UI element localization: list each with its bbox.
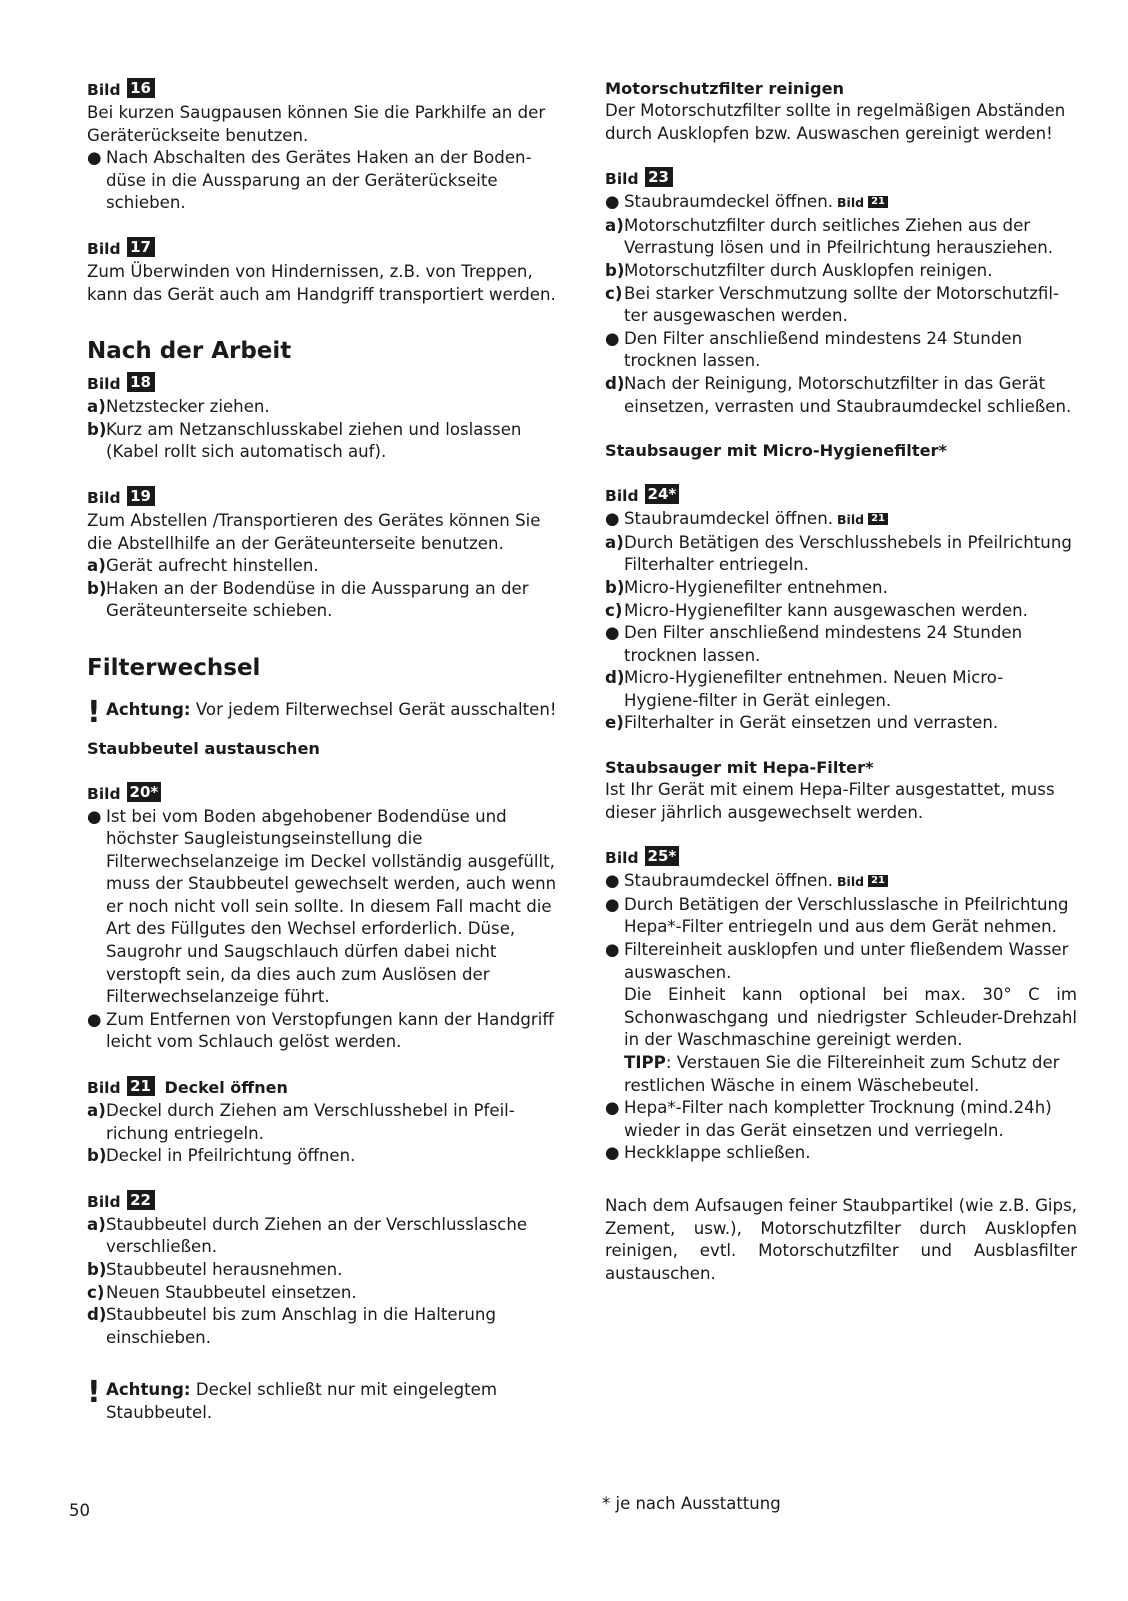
figure-label: Bild xyxy=(837,195,865,211)
list-marker: b) xyxy=(605,577,625,597)
list-item xyxy=(87,147,557,215)
list-item xyxy=(87,1282,557,1305)
bullet-marker: ● xyxy=(87,148,102,168)
figure-label: Bild xyxy=(87,375,121,394)
list-item xyxy=(605,215,1077,260)
list-item xyxy=(87,396,557,419)
paragraph: Zum Abstellen /Transportieren des Gerätes können Sie die Abstellhilfe an der Geräteunterseite benutzen. xyxy=(87,510,541,553)
list-marker: b) xyxy=(87,1260,107,1279)
list-item-text: Motorschutzfilter durch seitliches Ziehen aus der Verrastung lösen und in Pfeilrichtung herausziehen. xyxy=(624,215,1054,258)
list-item-continuation: Die Einheit kann optional bei max. 30° C im Schonwaschgang und niedrigster Schleuder-Drehzahl in der Waschmaschine gereinigt werden. xyxy=(624,985,1077,1050)
list-item xyxy=(605,600,1077,623)
list-item-text: Heckklappe schließen. xyxy=(624,1143,811,1163)
list-item-text: Filtereinheit ausklopfen und unter fließendem Wasser auswaschen. xyxy=(624,940,1069,982)
subsection-heading: Staubsauger mit Hepa-Filter* xyxy=(605,758,874,778)
list-item xyxy=(605,283,1077,328)
list-marker: a) xyxy=(87,556,106,576)
figure-number: 25* xyxy=(645,846,680,866)
figure-ref-25 xyxy=(605,846,1077,870)
list-item xyxy=(605,1097,1077,1142)
list-item-text: Staubbeutel herausnehmen. xyxy=(106,1260,343,1279)
list-marker: d) xyxy=(87,1305,107,1325)
list-item-text: Staubbeutel durch Ziehen an der Verschlusslasche verschließen. xyxy=(106,1214,528,1257)
warning-label: Achtung: xyxy=(106,1380,191,1400)
figure-ref-23 xyxy=(605,167,1077,191)
figure-number: 17 xyxy=(127,237,155,257)
list-item-text: Deckel durch Ziehen am Verschlusshebel in Pfeil-richung entriegeln. xyxy=(106,1101,515,1143)
figure-label: Bild xyxy=(837,874,865,890)
figure-number: 23 xyxy=(645,167,673,187)
list-item-text: Nach der Reinigung, Motorschutzfilter in das Gerät einsetzen, verrasten und Staubraumdeckel schließen. xyxy=(624,373,1072,416)
right-column xyxy=(605,78,1077,1285)
bullet-marker: ● xyxy=(605,509,620,529)
list-item xyxy=(87,806,557,1009)
list-item xyxy=(87,419,557,464)
figure-ref-21 xyxy=(87,1076,557,1100)
bullet-marker: ● xyxy=(605,894,620,914)
list-item-text: Filterhalter in Gerät einsetzen und verrasten. xyxy=(624,713,999,733)
figure-ref-22 xyxy=(87,1190,557,1214)
paragraph: Bei kurzen Saugpausen können Sie die Parkhilfe an der Geräterückseite benutzen. xyxy=(87,103,546,145)
section-heading: Filterwechsel xyxy=(87,654,261,681)
list-marker: b) xyxy=(605,260,625,280)
paragraph: Nach dem Aufsaugen feiner Staubpartikel (wie z.B. Gips, Zement, usw.), Motorschutzfilter durch Ausklopfen reinigen, evtl. Motorschutzfilter und Ausblasfilter austauschen. xyxy=(605,1195,1077,1283)
figure-number: 24* xyxy=(645,484,680,504)
list-marker: a) xyxy=(87,397,106,417)
section-heading: Nach der Arbeit xyxy=(87,338,292,365)
list-item-text: Gerät aufrecht hinstellen. xyxy=(106,556,319,576)
figure-number: 22 xyxy=(127,1190,155,1210)
list-item-text: Micro-Hygienefilter kann ausgewaschen werden. xyxy=(624,600,1028,620)
left-column xyxy=(87,78,557,1425)
list-item-text: Durch Betätigen des Verschlusshebels in Pfeilrichtung Filterhalter entriegeln. xyxy=(624,532,1072,575)
list-item-text: Micro-Hygienefilter entnehmen. xyxy=(624,577,888,597)
subsection-heading: Staubsauger mit Micro-Hygienefilter* xyxy=(605,441,947,461)
list-marker: e) xyxy=(605,713,624,733)
tip-text: : Verstauen Sie die Filtereinheit zum Schutz der restlichen Wäsche in einem Wäschebeutel. xyxy=(624,1053,1060,1095)
figure-ref-24 xyxy=(605,484,1077,508)
subsection-heading: Staubbeutel austauschen xyxy=(87,738,320,758)
bullet-marker: ● xyxy=(605,1143,620,1163)
list-item-text: Den Filter anschließend mindestens 24 Stunden trocknen lassen. xyxy=(624,328,1023,371)
bullet-marker: ● xyxy=(605,1098,620,1118)
list-marker: a) xyxy=(605,215,624,235)
list-item xyxy=(605,1142,1077,1165)
list-item xyxy=(605,508,1077,532)
paragraph: Ist Ihr Gerät mit einem Hepa-Filter ausgestattet, muss dieser jährlich ausgewechselt werden. xyxy=(605,780,1055,822)
paragraph: Zum Überwinden von Hindernissen, z.B. von Treppen, kann das Gerät auch am Handgriff transportiert werden. xyxy=(87,261,556,304)
list-item-text: Staubraumdeckel öffnen. xyxy=(624,192,834,212)
warning-text: Vor jedem Filterwechsel Gerät ausschalten! xyxy=(190,699,557,719)
figure-label: Bild xyxy=(605,849,639,868)
exclamation-icon: ! xyxy=(87,694,101,730)
list-item xyxy=(605,260,1077,283)
list-marker: b) xyxy=(87,578,107,598)
list-item-text: Nach Abschalten des Gerätes Haken an der Boden-düse in die Aussparung an der Geräterückseite schieben. xyxy=(106,148,532,213)
bullet-marker: ● xyxy=(605,871,620,891)
figure-number: 19 xyxy=(127,486,155,506)
list-item xyxy=(87,1214,557,1259)
exclamation-icon: ! xyxy=(87,1375,101,1411)
list-item xyxy=(605,667,1077,712)
list-item-text: Staubbeutel bis zum Anschlag in die Halterung einschieben. xyxy=(106,1305,496,1347)
list-item-text: Hepa*-Filter nach kompletter Trocknung (mind.24h) wieder in das Gerät einsetzen und verriegeln. xyxy=(624,1098,1052,1140)
list-item-text: Staubraumdeckel öffnen. xyxy=(624,871,834,891)
subsection-heading: Motorschutzfilter reinigen xyxy=(605,79,845,98)
list-item xyxy=(605,894,1077,939)
figure-ref-20 xyxy=(87,782,557,806)
list-item-text: Motorschutzfilter durch Ausklopfen reinigen. xyxy=(624,260,993,280)
list-item-text: Neuen Staubbeutel einsetzen. xyxy=(106,1282,357,1302)
list-marker: a) xyxy=(87,1214,106,1234)
list-item xyxy=(605,191,1077,215)
figure-ref-16 xyxy=(87,78,557,102)
list-item xyxy=(87,555,557,578)
list-item xyxy=(605,328,1077,373)
warning-label: Achtung: xyxy=(106,699,191,719)
list-marker: c) xyxy=(87,1282,105,1302)
warning-note xyxy=(87,1375,557,1424)
list-item-text: Haken an der Bodendüse in die Aussparung an der Geräteunterseite schieben. xyxy=(106,578,529,621)
figure-ref-18 xyxy=(87,372,557,396)
warning-note xyxy=(87,694,557,730)
figure-label: Bild xyxy=(87,784,121,803)
figure-ref-17 xyxy=(87,237,557,261)
list-item xyxy=(605,622,1077,667)
list-item-text: Zum Entfernen von Verstopfungen kann der Handgriff leicht vom Schlauch gelöst werden. xyxy=(106,1009,554,1052)
figure-label: Bild xyxy=(605,487,639,506)
bullet-marker: ● xyxy=(87,1009,102,1029)
figure-number: 20* xyxy=(127,782,162,802)
list-item-text: Kurz am Netzanschlusskabel ziehen und loslassen (Kabel rollt sich automatisch auf). xyxy=(106,419,522,462)
tip-note xyxy=(624,1052,1077,1097)
figure-label: Bild xyxy=(87,1079,121,1098)
list-item-text: Den Filter anschließend mindestens 24 Stunden trocknen lassen. xyxy=(624,623,1023,665)
figure-label: Bild xyxy=(87,239,121,258)
list-item xyxy=(605,870,1077,894)
list-marker: b) xyxy=(87,1146,107,1166)
list-marker: d) xyxy=(605,373,625,393)
figure-number: 21 xyxy=(868,196,888,208)
bullet-marker: ● xyxy=(605,940,620,960)
list-marker: c) xyxy=(605,600,623,620)
bullet-marker: ● xyxy=(605,192,620,212)
list-item xyxy=(87,1259,557,1282)
list-item-text: Micro-Hygienefilter entnehmen. Neuen Micro-Hygiene-filter in Gerät einlegen. xyxy=(624,668,1004,710)
list-marker: d) xyxy=(605,668,625,688)
list-item-text: Staubraumdeckel öffnen. xyxy=(624,509,834,529)
figure-number: 21 xyxy=(127,1076,155,1096)
tip-label: TIPP xyxy=(624,1053,666,1072)
list-item xyxy=(87,578,557,623)
list-item xyxy=(605,939,1077,1097)
list-item xyxy=(87,1009,557,1054)
list-item xyxy=(605,712,1077,735)
paragraph: Der Motorschutzfilter sollte in regelmäßigen Abständen durch Ausklopfen bzw. Auswaschen gereinigt werden! xyxy=(605,101,1066,143)
list-marker: b) xyxy=(87,419,107,439)
list-item xyxy=(605,373,1077,418)
figure-label: Bild xyxy=(87,488,121,507)
bullet-marker: ● xyxy=(605,623,620,643)
figure-ref-19 xyxy=(87,486,557,510)
list-marker: a) xyxy=(605,532,624,552)
bullet-marker: ● xyxy=(605,328,620,348)
footnote: * je nach Ausstattung xyxy=(602,1494,781,1513)
warning-text: Deckel schließt nur mit eingelegtem Staubbeutel. xyxy=(106,1380,498,1422)
bullet-marker: ● xyxy=(87,806,102,826)
list-marker: c) xyxy=(605,283,623,303)
list-item xyxy=(605,577,1077,600)
figure-label: Bild xyxy=(87,1192,121,1211)
list-item xyxy=(87,1100,557,1145)
page-number: 50 xyxy=(69,1501,90,1520)
list-item-text: Netzstecker ziehen. xyxy=(106,397,270,417)
list-item xyxy=(87,1304,557,1349)
figure-number: 18 xyxy=(127,372,155,392)
list-item-text: Durch Betätigen der Verschlusslasche in Pfeilrichtung Hepa*-Filter entriegeln und aus dem Gerät nehmen. xyxy=(624,894,1069,937)
figure-number: 21 xyxy=(868,875,888,887)
list-marker: a) xyxy=(87,1101,106,1121)
list-item xyxy=(605,532,1077,577)
list-item-text: Bei starker Verschmutzung sollte der Motorschutzfil-ter ausgewaschen werden. xyxy=(624,283,1059,326)
list-item xyxy=(87,1145,557,1168)
figure-label: Bild xyxy=(87,81,121,99)
figure-label: Bild xyxy=(837,512,865,528)
figure-number: 16 xyxy=(127,78,155,98)
list-item-text: Ist bei vom Boden abgehobener Bodendüse und höchster Saugleistungseinstellung die Filterwechselanzeige im Deckel vollständig ausgefüllt, muss der Staubbeutel gewechselt werden, auch wenn er noch nicht voll sein sollte. In diesem Fall macht die Art des Füllgutes den Wechsel erforderlich. Düse, Saugrohr und Saugschlauch dürfen dabei nicht verstopft sein, da dies auch zum Auslösen der Filterwechselanzeige führt. xyxy=(106,806,557,1007)
figure-label: Bild xyxy=(605,170,639,189)
list-item-text: Deckel in Pfeilrichtung öffnen. xyxy=(106,1146,356,1166)
figure-title: Deckel öffnen xyxy=(164,1078,288,1098)
figure-number: 21 xyxy=(868,513,888,525)
